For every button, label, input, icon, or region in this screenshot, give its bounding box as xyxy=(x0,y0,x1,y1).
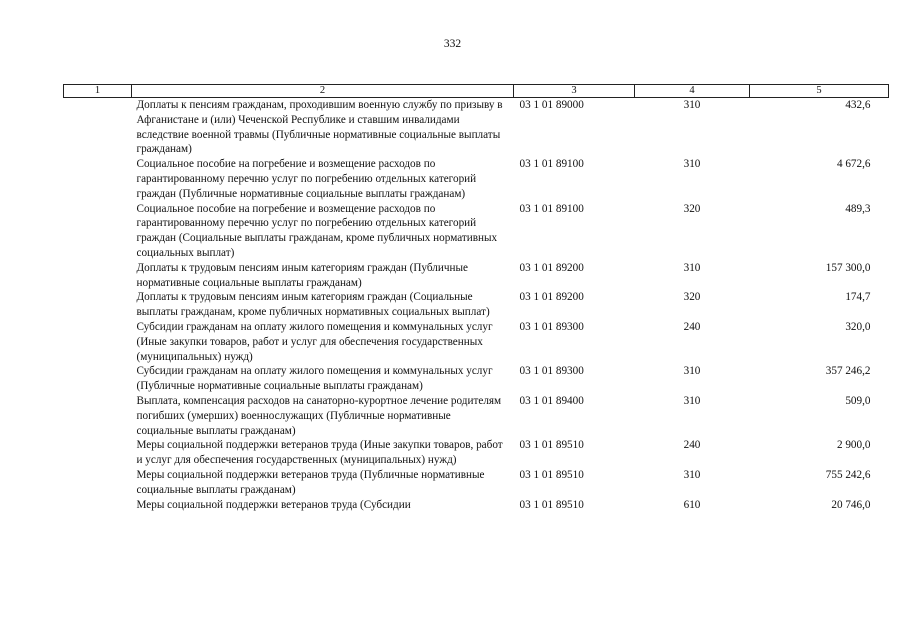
row-name: Доплаты к трудовым пенсиям иным категориям граждан (Социальные выплаты гражданам, кроме публичных нормативных социальных выплат) xyxy=(136,291,490,319)
budget-table xyxy=(63,84,889,512)
row-amount: 509,0 xyxy=(845,394,871,407)
row-type: 240 xyxy=(683,320,701,333)
row-name: Субсидии гражданам на оплату жилого помещения и коммунальных услуг (Публичные нормативные социальные выплаты гражданам) xyxy=(136,365,493,393)
table-row xyxy=(64,261,889,291)
row-amount: 755 242,6 xyxy=(825,468,871,481)
table-row xyxy=(64,394,889,438)
table-row xyxy=(64,98,889,158)
row-code: 03 1 01 89300 xyxy=(519,320,584,333)
table-row xyxy=(64,498,889,513)
row-code: 03 1 01 89200 xyxy=(519,261,584,274)
table-row xyxy=(64,290,889,320)
table-body xyxy=(64,98,889,513)
row-name: Меры социальной поддержки ветеранов труда (Публичные нормативные социальные выплаты гражданам) xyxy=(136,468,485,496)
row-amount: 174,7 xyxy=(845,291,871,304)
header-col-1: 1 xyxy=(64,85,132,98)
row-type: 240 xyxy=(683,439,701,452)
row-code: 03 1 01 89200 xyxy=(519,291,584,304)
row-code: 03 1 01 89000 xyxy=(519,99,584,111)
table-row xyxy=(64,202,889,261)
row-amount: 157 300,0 xyxy=(825,261,871,274)
row-type: 320 xyxy=(683,202,701,215)
table-row xyxy=(64,438,889,468)
header-row xyxy=(64,85,889,98)
row-type: 320 xyxy=(683,291,701,304)
row-type: 310 xyxy=(683,261,701,274)
row-amount: 432,6 xyxy=(845,99,871,111)
row-code: 03 1 01 89510 xyxy=(519,439,584,452)
row-code: 03 1 01 89300 xyxy=(519,365,584,378)
header-col-5: 5 xyxy=(750,85,889,98)
row-name: Выплата, компенсация расходов на санаторно-курортное лечение родителям погибших (умерших) военнослужащих (Публичные нормативные социальные выплаты гражданам) xyxy=(136,394,502,437)
row-code: 03 1 01 89100 xyxy=(519,158,584,171)
row-type: 310 xyxy=(683,468,701,481)
row-type: 310 xyxy=(683,158,701,171)
row-amount: 2 900,0 xyxy=(836,439,871,452)
row-type: 310 xyxy=(683,394,701,407)
row-code: 03 1 01 89100 xyxy=(519,202,584,215)
header-col-2: 2 xyxy=(132,85,514,98)
row-name: Меры социальной поддержки ветеранов труда (Субсидии xyxy=(136,498,411,511)
row-name: Социальное пособие на погребение и возмещение расходов по гарантированному перечню услуг по погребению отдельных категорий граждан (Публичные нормативные социальные выплаты гражданам) xyxy=(136,158,477,200)
row-amount: 4 672,6 xyxy=(836,158,871,171)
row-name: Субсидии гражданам на оплату жилого помещения и коммунальных услуг (Иные закупки товаров, работ и услуг для обеспечения государственных (муниципальных) нужд) xyxy=(136,320,493,363)
row-amount: 489,3 xyxy=(845,202,871,215)
row-type: 610 xyxy=(683,498,701,511)
table-row xyxy=(64,157,889,201)
row-amount: 20 746,0 xyxy=(831,498,871,511)
header-col-4: 4 xyxy=(635,85,750,98)
row-type: 310 xyxy=(683,99,701,111)
row-code: 03 1 01 89510 xyxy=(519,468,584,481)
row-name: Социальное пособие на погребение и возмещение расходов по гарантированному перечню услуг по погребению отдельных категорий граждан (Социальные выплаты гражданам, кроме публичных нормативных социальных выплат) xyxy=(136,202,498,259)
row-code: 03 1 01 89510 xyxy=(519,498,584,511)
row-name: Доплаты к трудовым пенсиям иным категориям граждан (Публичные нормативные социальные выплаты гражданам) xyxy=(136,261,468,289)
table-row xyxy=(64,364,889,394)
table-row xyxy=(64,320,889,364)
table-row xyxy=(64,468,889,498)
row-code: 03 1 01 89400 xyxy=(519,394,584,407)
row-type: 310 xyxy=(683,365,701,378)
row-amount: 320,0 xyxy=(845,320,871,333)
page-number: 332 xyxy=(443,38,462,50)
table-header xyxy=(64,85,889,98)
row-amount: 357 246,2 xyxy=(825,365,871,378)
header-col-3: 3 xyxy=(514,85,635,98)
row-name: Меры социальной поддержки ветеранов труда (Иные закупки товаров, работ и услуг для обеспечения государственных (муниципальных) нужд) xyxy=(136,439,503,467)
row-name: Доплаты к пенсиям гражданам, проходившим военную службу по призыву в Афганистане и (или) Чеченской Республике и ставшим инвалидами вследствие военной травмы (Публичные нормативные социальные выплаты гражданам) xyxy=(136,99,503,156)
